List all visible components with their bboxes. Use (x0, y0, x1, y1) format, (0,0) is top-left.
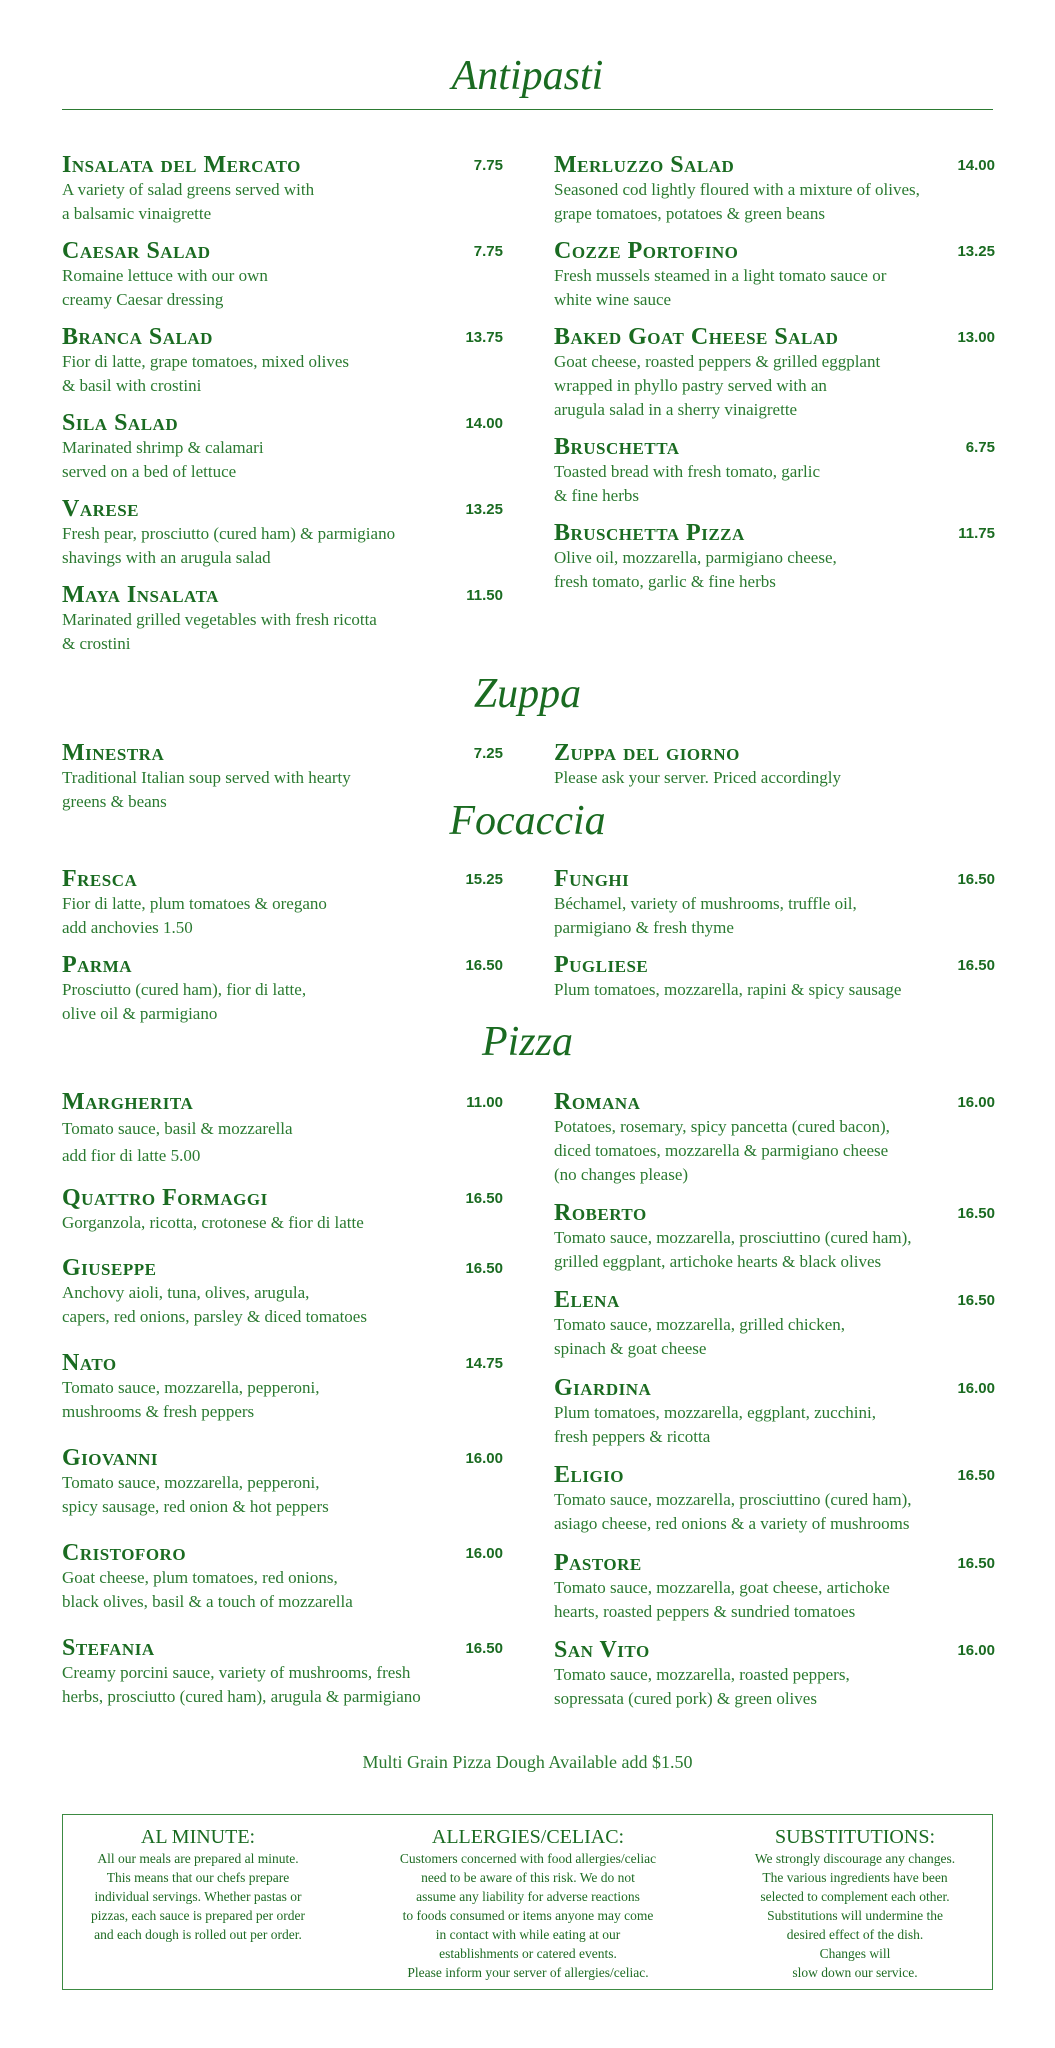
item-name: Giuseppe (62, 1255, 157, 1281)
menu-item (62, 866, 503, 940)
menu-item (554, 238, 995, 312)
menu-item (62, 410, 503, 484)
item-name: Bruschetta (554, 434, 680, 460)
menu-item (62, 152, 503, 226)
item-name: Minestra (62, 740, 165, 766)
menu-item (62, 238, 503, 312)
menu-item (554, 1200, 995, 1274)
item-name: Nato (62, 1350, 117, 1376)
al-minute-panel (63, 1825, 333, 1944)
item-price: 13.25 (957, 243, 995, 260)
item-description: Tomato sauce, mozzarella, pepperoni, spicy sausage, red onion & hot peppers (62, 1473, 329, 1516)
menu-item (554, 324, 995, 422)
item-description: Potatoes, rosemary, spicy pancetta (cured bacon), diced tomatoes, mozzarella & parmigiano cheese (no changes please) (554, 1117, 890, 1184)
menu-item (554, 520, 995, 594)
policy-info-box (62, 1814, 993, 1990)
item-name: Pastore (554, 1550, 642, 1576)
menu-item (554, 1375, 995, 1449)
menu-item (554, 434, 995, 508)
item-price: 11.75 (958, 525, 995, 542)
item-description: Tomato sauce, basil & mozzarella add fior di latte 5.00 (62, 1119, 293, 1165)
item-price: 7.25 (473, 745, 503, 762)
item-price: 11.50 (466, 587, 503, 604)
info-title: ALLERGIES/CELIAC: (431, 1826, 625, 1848)
item-name: Sila Salad (62, 410, 179, 436)
item-price: 15.25 (465, 871, 503, 888)
item-price: 16.00 (465, 1545, 503, 1562)
item-name: Branca Salad (62, 324, 213, 350)
item-description: Plum tomatoes, mozzarella, rapini & spicy sausage (554, 980, 902, 999)
item-description: Béchamel, variety of mushrooms, truffle oil, parmigiano & fresh thyme (554, 894, 857, 937)
item-description: Tomato sauce, mozzarella, roasted peppers, sopressata (cured pork) & green olives (554, 1665, 850, 1708)
item-description: Creamy porcini sauce, variety of mushrooms, fresh herbs, prosciutto (cured ham), arugula & parmigiano (62, 1663, 421, 1706)
item-price: 16.50 (957, 1555, 995, 1572)
info-text: We strongly discourage any changes. The various ingredients have been selected to complement each other. Substitutions will undermine the desired effect of the dish. Changes will slow down our service. (754, 1851, 956, 1980)
antipasti-title: Antipasti (451, 53, 604, 99)
item-name: Merluzzo Salad (554, 152, 735, 178)
item-description: A variety of salad greens served with a balsamic vinaigrette (62, 180, 315, 223)
item-price: 7.75 (473, 157, 503, 174)
item-description: Tomato sauce, mozzarella, grilled chicken, spinach & goat cheese (554, 1315, 845, 1358)
item-name: Bruschetta Pizza (554, 520, 745, 546)
item-description: Seasoned cod lightly floured with a mixture of olives, grape tomatoes, potatoes & green beans (554, 180, 920, 223)
menu-item (554, 740, 995, 790)
item-price: 16.50 (957, 1467, 995, 1484)
menu-item (554, 1550, 995, 1624)
item-name: Funghi (554, 866, 630, 892)
item-name: Giovanni (62, 1445, 159, 1471)
item-name: Eligio (554, 1462, 625, 1488)
item-name: Parma (62, 952, 133, 978)
menu-item (62, 1445, 503, 1519)
item-name: Varese (62, 496, 140, 522)
item-price: 16.50 (465, 1260, 503, 1277)
item-price: 13.25 (465, 501, 503, 518)
info-title: SUBSTITUTIONS: (774, 1826, 935, 1848)
allergies-panel (353, 1825, 703, 1982)
menu-item (554, 866, 995, 940)
item-description: Fresh mussels steamed in a light tomato sauce or white wine sauce (554, 266, 887, 309)
item-description: Prosciutto (cured ham), fior di latte, olive oil & parmigiano (62, 980, 307, 1023)
pizza-title: Pizza (481, 1019, 573, 1065)
menu-item (62, 1089, 503, 1169)
item-price: 16.00 (465, 1450, 503, 1467)
menu-item (62, 1255, 503, 1329)
item-name: Stefania (62, 1635, 155, 1661)
item-price: 16.50 (465, 1190, 503, 1207)
menu-item (554, 1637, 995, 1711)
menu-item (62, 582, 503, 656)
item-price: 11.00 (466, 1094, 503, 1111)
item-price: 16.50 (957, 957, 995, 974)
item-name: Pugliese (554, 952, 649, 978)
item-name: Maya Insalata (62, 582, 219, 608)
item-name: Insalata del Mercato (62, 152, 301, 178)
item-name: Giardina (554, 1375, 652, 1401)
menu-item (62, 1350, 503, 1424)
item-description: Olive oil, mozzarella, parmigiano cheese, fresh tomato, garlic & fine herbs (554, 548, 837, 591)
menu-item (554, 1089, 995, 1187)
item-price: 16.50 (957, 1205, 995, 1222)
item-description: Traditional Italian soup served with hearty greens & beans (62, 768, 351, 811)
item-name: Cristoforo (62, 1540, 187, 1566)
item-price: 16.50 (957, 871, 995, 888)
item-name: Cozze Portofino (554, 238, 739, 264)
item-description: Marinated shrimp & calamari served on a bed of lettuce (62, 438, 264, 481)
menu-item (554, 1287, 995, 1361)
info-text: Customers concerned with food allergies/celiac need to be aware of this risk. We do not assume any liability for adverse reactions to foods consumed or items anyone may come in contact with while eating at our establishments or catered events. Please inform your server of allergies/celiac. (399, 1851, 657, 1980)
item-description: Tomato sauce, mozzarella, prosciuttino (cured ham), grilled eggplant, artichoke hearts & black olives (554, 1228, 912, 1271)
focaccia-title: Focaccia (449, 798, 606, 844)
item-price: 16.50 (957, 1292, 995, 1309)
item-description: Goat cheese, roasted peppers & grilled eggplant wrapped in phyllo pastry served with an arugula salad in a sherry vinaigrette (554, 352, 881, 419)
item-price: 14.00 (957, 157, 995, 174)
menu-item (62, 496, 503, 570)
item-price: 13.00 (957, 329, 995, 346)
item-description: Toasted bread with fresh tomato, garlic & fine herbs (554, 462, 820, 505)
item-name: Elena (554, 1287, 620, 1313)
menu-item (554, 952, 995, 1002)
item-description: Tomato sauce, mozzarella, goat cheese, artichoke hearts, roasted peppers & sundried tomatoes (554, 1578, 890, 1621)
item-description: Marinated grilled vegetables with fresh ricotta & crostini (62, 610, 377, 653)
multigrain-note: Multi Grain Pizza Dough Available add $1.50 (362, 1752, 693, 1772)
item-description: Tomato sauce, mozzarella, pepperoni, mushrooms & fresh peppers (62, 1378, 320, 1421)
item-name: Roberto (554, 1200, 647, 1226)
info-title: AL MINUTE: (140, 1826, 256, 1848)
item-description: Tomato sauce, mozzarella, prosciuttino (cured ham), asiago cheese, red onions & a variety of mushrooms (554, 1490, 912, 1533)
info-text: All our meals are prepared al minute. This means that our chefs prepare individual servings. Whether pastas or pizzas, each sauce is prepared per order and each dough is rolled out per order. (90, 1851, 305, 1942)
item-description: Goat cheese, plum tomatoes, red onions, black olives, basil & a touch of mozzarella (62, 1568, 353, 1611)
item-name: Caesar Salad (62, 238, 211, 264)
item-description: Fior di latte, grape tomatoes, mixed olives & basil with crostini (62, 352, 350, 395)
item-name: San Vito (554, 1637, 650, 1663)
item-name: Baked Goat Cheese Salad (554, 324, 839, 350)
title-divider (62, 109, 993, 110)
item-name: Romana (554, 1089, 641, 1115)
item-price: 16.00 (957, 1642, 995, 1659)
item-description: Anchovy aioli, tuna, olives, arugula, capers, red onions, parsley & diced tomatoes (62, 1283, 367, 1326)
item-price: 14.75 (465, 1355, 503, 1372)
menu-item (62, 324, 503, 398)
menu-item (554, 152, 995, 226)
item-name: Fresca (62, 866, 138, 892)
menu-item (62, 1635, 503, 1709)
item-price: 16.00 (957, 1094, 995, 1111)
item-name: Quattro Formaggi (62, 1185, 268, 1211)
item-name: Zuppa del giorno (554, 740, 740, 766)
item-name: Margherita (62, 1089, 194, 1115)
menu-item (62, 952, 503, 1026)
menu-item (554, 1462, 995, 1536)
item-price: 13.75 (465, 329, 503, 346)
item-price: 6.75 (965, 439, 995, 456)
item-price: 14.00 (465, 415, 503, 432)
zuppa-title: Zuppa (473, 671, 582, 717)
item-price: 16.50 (465, 1640, 503, 1657)
item-description: Romaine lettuce with our own creamy Caesar dressing (62, 266, 268, 309)
item-description: Plum tomatoes, mozzarella, eggplant, zucchini, fresh peppers & ricotta (554, 1403, 876, 1446)
item-description: Please ask your server. Priced accordingly (554, 768, 842, 787)
substitutions-panel (725, 1825, 985, 1982)
item-price: 16.00 (957, 1380, 995, 1397)
menu-item (62, 1185, 503, 1235)
item-description: Gorganzola, ricotta, crotonese & fior di latte (62, 1213, 364, 1232)
item-description: Fior di latte, plum tomatoes & oregano add anchovies 1.50 (62, 894, 327, 937)
item-description: Fresh pear, prosciutto (cured ham) & parmigiano shavings with an arugula salad (62, 524, 396, 567)
item-price: 7.75 (473, 243, 503, 260)
menu-item (62, 1540, 503, 1614)
item-price: 16.50 (465, 957, 503, 974)
